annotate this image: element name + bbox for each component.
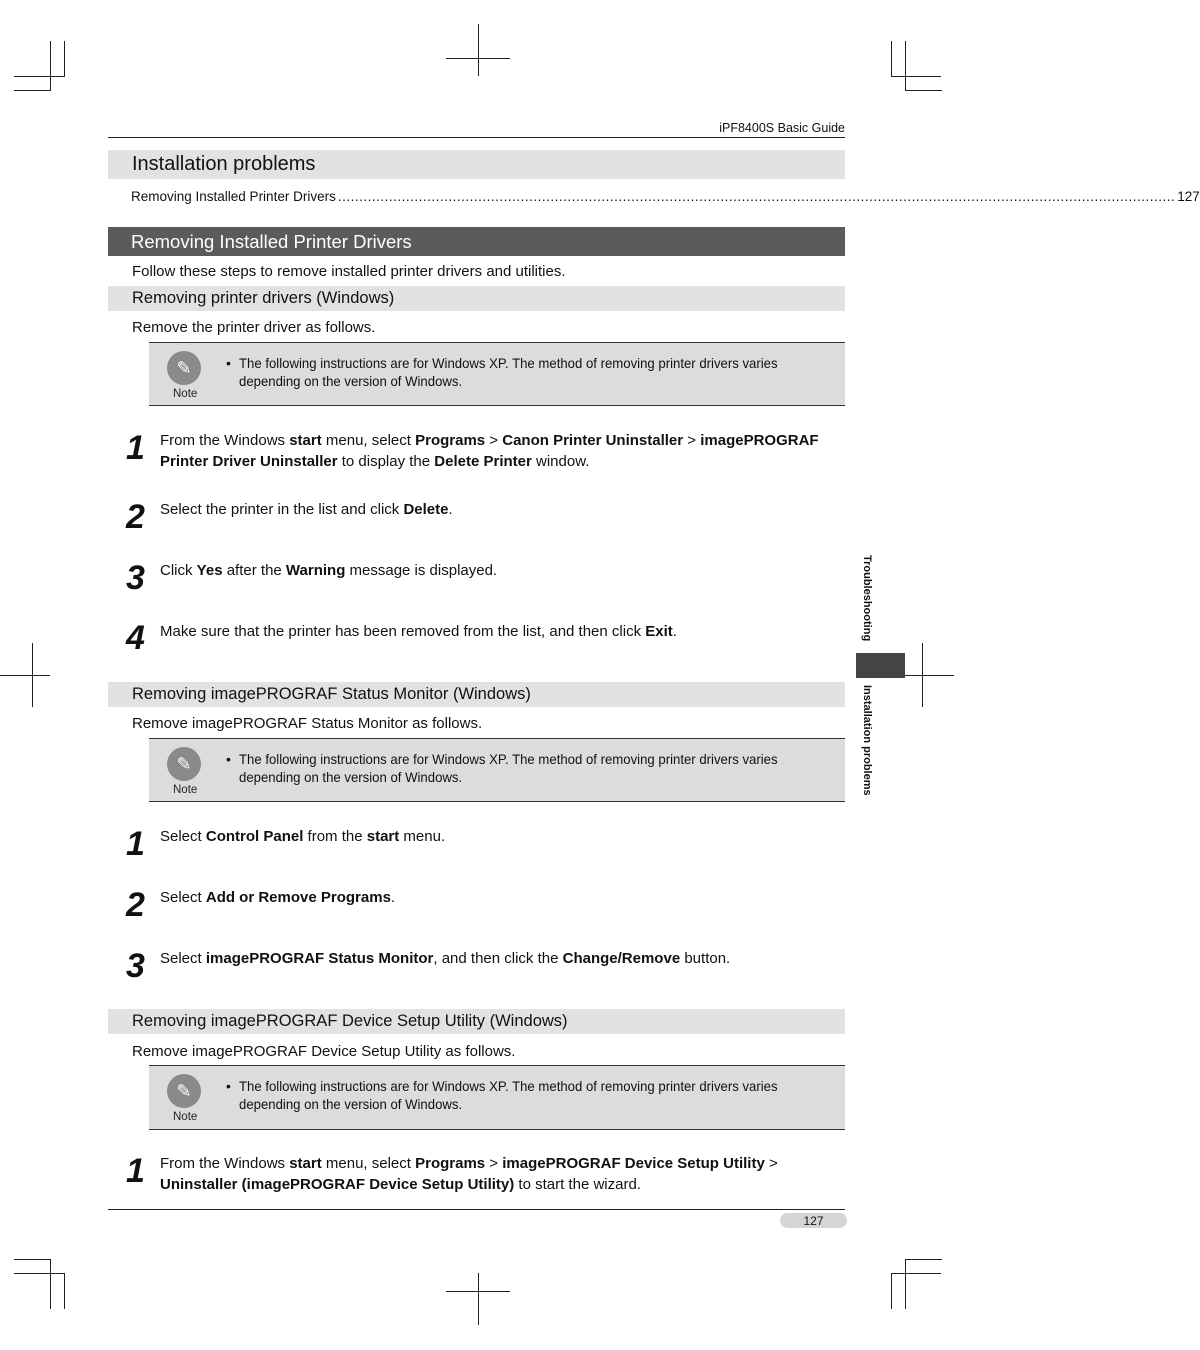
subsection-title: [108, 682, 845, 707]
crop-mark: [905, 90, 942, 91]
crop-mark: [14, 1259, 51, 1260]
note-bullet: •: [226, 751, 231, 767]
note-label: Note: [173, 1111, 198, 1123]
note-box: [149, 342, 845, 406]
toc-leader: .....................................................................................................................................................................................................: [337, 189, 1176, 204]
note-text: The following instructions are for Windows XP. The method of removing printer drivers varies depending on the version of Windows.: [239, 751, 778, 785]
subsection-title-text: Removing printer drivers (Windows): [132, 289, 395, 307]
side-tab-chapter[interactable]: Troubleshooting: [861, 555, 873, 642]
crop-mark: [891, 1273, 892, 1309]
step-text: Click Yes after the Warning message is displayed.: [160, 562, 498, 579]
subsection-title: [108, 1009, 845, 1034]
subsection-title-text: Removing imagePROGRAF Status Monitor (Windows): [132, 685, 531, 703]
subsection-lead: Remove imagePROGRAF Device Setup Utility as follows.: [132, 1043, 516, 1060]
subsection-lead: Remove the printer driver as follows.: [132, 319, 376, 336]
main-heading: [108, 227, 845, 256]
step-number: 4: [126, 619, 145, 657]
section-title: [108, 150, 845, 179]
note-label: Note: [173, 388, 198, 400]
main-heading-text: Removing Installed Printer Drivers: [131, 231, 412, 252]
step-text: Select imagePROGRAF Status Monitor, and then click the Change/Remove button.: [160, 950, 731, 967]
crop-mark: [50, 41, 51, 91]
step-number: 1: [126, 825, 145, 863]
pencil-icon: ✎: [167, 1074, 201, 1108]
note-bullet: •: [226, 355, 231, 371]
toc-entry-page: 127: [1177, 189, 1200, 204]
crop-mark: [14, 1273, 64, 1274]
guide-title: iPF8400S Basic Guide: [719, 121, 845, 135]
step-text: Make sure that the printer has been removed from the list, and then click Exit.: [160, 623, 677, 640]
step-text: From the Windows start menu, select Programs > Canon Printer Uninstaller > imagePROGRAF Printer Driver Uninstaller to display the Delete Printer window.: [160, 432, 819, 470]
crop-mark: [14, 90, 51, 91]
crop-mark: [891, 1273, 941, 1274]
crop-mark: [905, 675, 954, 676]
step-number: 2: [126, 886, 145, 924]
step-number: 1: [126, 429, 145, 467]
step-text: From the Windows start menu, select Programs > imagePROGRAF Device Setup Utility > Uninstaller (imagePROGRAF Device Setup Utility) to start the wizard.: [160, 1155, 778, 1193]
crop-mark: [891, 41, 892, 77]
step-text: Select Control Panel from the start menu.: [160, 828, 446, 845]
crop-mark: [0, 675, 50, 676]
subsection-title: [108, 286, 845, 311]
crop-mark: [478, 1273, 479, 1325]
footer-rule: [108, 1209, 845, 1210]
side-tab-section[interactable]: Installation problems: [861, 685, 873, 796]
step-number: 2: [126, 498, 145, 536]
side-tab-marker: [856, 653, 905, 678]
page-number: 127: [780, 1213, 847, 1228]
intro-text: Follow these steps to remove installed printer drivers and utilities.: [132, 263, 566, 280]
step-text: Select the printer in the list and click Delete.: [160, 501, 453, 518]
crop-mark: [891, 76, 941, 77]
section-title-text: Installation problems: [132, 153, 316, 175]
toc-entry[interactable]: [131, 189, 1200, 204]
pencil-icon: ✎: [167, 351, 201, 385]
step-number: 3: [126, 947, 145, 985]
crop-mark: [905, 1259, 906, 1309]
crop-mark: [32, 643, 33, 707]
crop-mark: [905, 1259, 942, 1260]
crop-mark: [64, 1273, 65, 1309]
toc-entry-label: Removing Installed Printer Drivers: [131, 189, 336, 204]
subsection-lead: Remove imagePROGRAF Status Monitor as follows.: [132, 715, 483, 732]
step-text: Select Add or Remove Programs.: [160, 889, 396, 906]
pencil-icon: ✎: [167, 747, 201, 781]
crop-mark: [478, 24, 479, 76]
note-bullet: •: [226, 1078, 231, 1094]
note-text: The following instructions are for Windows XP. The method of removing printer drivers varies depending on the version of Windows.: [239, 355, 778, 389]
note-label: Note: [173, 784, 198, 796]
crop-mark: [50, 1259, 51, 1309]
note-text: The following instructions are for Windows XP. The method of removing printer drivers varies depending on the version of Windows.: [239, 1078, 778, 1112]
crop-mark: [64, 41, 65, 77]
crop-mark: [905, 41, 906, 91]
subsection-title-text: Removing imagePROGRAF Device Setup Utility (Windows): [132, 1012, 568, 1030]
step-number: 1: [126, 1152, 145, 1190]
note-box: [149, 738, 845, 802]
header-rule: [108, 137, 845, 138]
crop-mark: [922, 643, 923, 707]
note-box: [149, 1065, 845, 1130]
crop-mark: [14, 76, 64, 77]
step-number: 3: [126, 559, 145, 597]
